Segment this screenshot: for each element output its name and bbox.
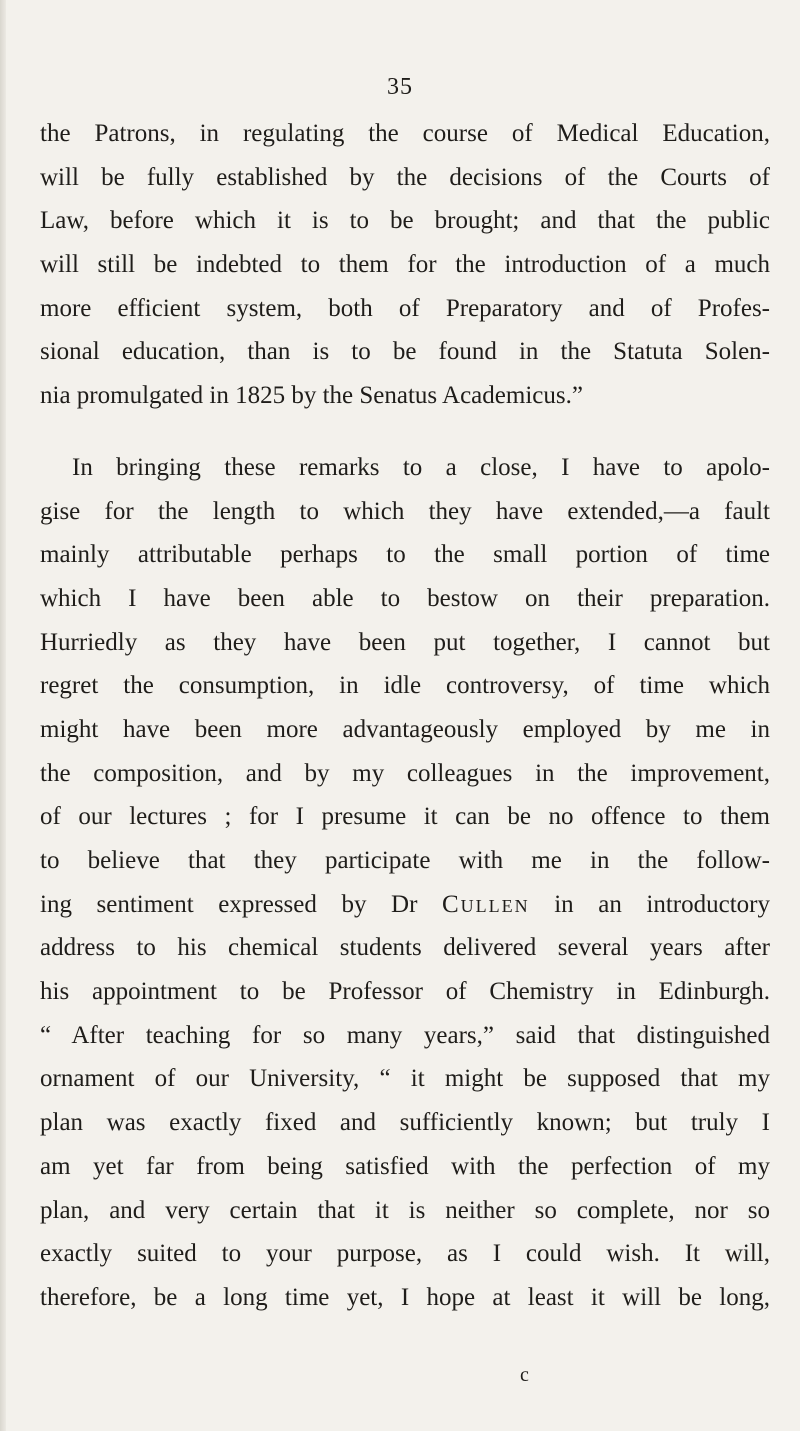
text-line: nia promulgated in 1825 by the Senatus Academicus.” [40,382,583,410]
text-line: “ After teaching for so many years,” said that distinguished [40,1021,770,1049]
text-line: mainly attributable perhaps to the small portion of time [40,541,770,569]
text-line: his appointment to be Professor of Chemistry in Edinburgh. [40,978,770,1006]
text-line: regret the consumption, in idle controversy, of time which [40,672,770,700]
text-line: which I have been able to bestow on their preparation. [40,584,770,612]
text-line: will be fully established by the decisions of the Courts of [40,163,770,191]
text-line: exactly suited to your purpose, as I could wish. It will, [40,1240,770,1268]
text-line: address to his chemical students delivered several years after [40,934,770,962]
text-line: ornament of our University, “ it might be supposed that my [40,1065,770,1093]
text-line: will still be indebted to them for the introduction of a much [40,251,770,279]
text-line: Hurriedly as they have been put together, I cannot but [40,628,770,656]
page-number: 35 [387,74,413,100]
paragraph-1 [40,112,770,418]
text-line: of our lectures ; for I presume it can be no offence to them [40,803,770,831]
text-line: therefore, be a long time yet, I hope at least it will be long, [40,1283,770,1311]
text-line: Law, before which it is to be brought; and that the public [40,207,770,235]
text-line: to believe that they participate with me in the follow- [40,847,770,874]
text-line: plan, and very certain that it is neither so complete, nor so [40,1196,770,1224]
page-edge [0,0,6,1431]
paragraph-2 [40,446,770,1320]
text-line: am yet far from being satisfied with the perfection of my [40,1152,770,1180]
text-line: In bringing these remarks to a close, I have to apolo- [72,453,770,481]
text-line: the composition, and by my colleagues in the improvement, [40,759,770,787]
body-text [40,112,770,1320]
text-line: ing sentiment expressed by Dr Cullen in an introductory [40,890,770,918]
text-line: might have been more advantageously employed by me in [40,715,770,743]
paragraph-gap [40,418,770,446]
text-line: sional education, than is to be found in the Statuta Solen- [40,338,770,366]
text-line: gise for the length to which they have extended,—a fault [40,497,770,525]
signature-mark: c [520,1364,529,1386]
text-line: plan was exactly fixed and sufficiently known; but truly I [40,1109,770,1137]
text-line: the Patrons, in regulating the course of Medical Education, [40,120,770,147]
author-name-smallcaps: Cullen [441,890,530,918]
text-line: more efficient system, both of Preparatory and of Profes- [40,294,770,322]
